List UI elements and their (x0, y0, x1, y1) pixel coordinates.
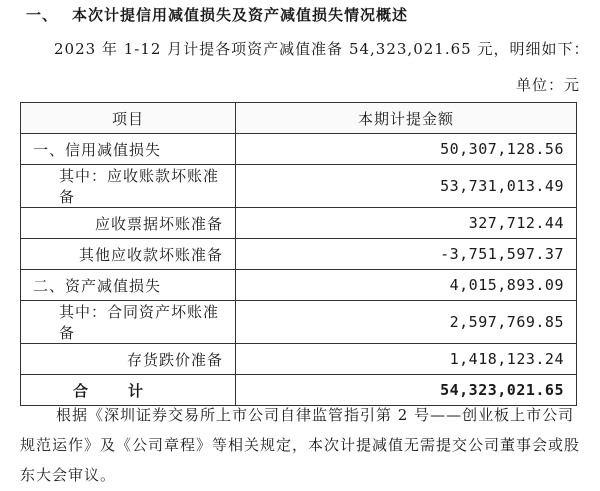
header-amount: 本期计提金额 (236, 103, 577, 134)
intro-paragraph: 2023 年 1-12 月计提各项资产减值准备 54,323,021.65 元，明细如下： (54, 40, 590, 58)
table-row (21, 239, 577, 270)
row-label-notes-receivable: 应收票据坏账准备 (21, 208, 236, 239)
table-row (21, 270, 577, 301)
row-label-credit-impairment: 一、信用减值损失 (21, 134, 236, 165)
row-label-other-receivables: 其他应收款坏账准备 (21, 239, 236, 270)
section-number: 一、 (26, 6, 59, 24)
row-value-other-receivables: -3,751,597.37 (236, 239, 577, 270)
row-value-notes-receivable: 327,712.44 (236, 208, 577, 239)
row-label-contract-assets: 其中：合同资产坏账准备 (21, 301, 236, 344)
section-heading (26, 4, 408, 25)
row-value-inventory: 1,418,123.24 (236, 344, 577, 375)
row-label-accounts-receivable: 其中：应收账款坏账准备 (21, 165, 236, 208)
row-value-accounts-receivable: 53,731,013.49 (236, 165, 577, 208)
total-value: 54,323,021.65 (236, 375, 577, 406)
row-value-contract-assets: 2,597,769.85 (236, 301, 577, 344)
impairment-table (20, 102, 577, 406)
table-row (21, 301, 577, 344)
table-row (21, 344, 577, 375)
row-label-asset-impairment: 二、资产减值损失 (21, 270, 236, 301)
row-label-inventory: 存货跌价准备 (21, 344, 236, 375)
row-value-asset-impairment: 4,015,893.09 (236, 270, 577, 301)
table-row (21, 165, 577, 208)
header-item: 项目 (21, 103, 236, 134)
row-value-credit-impairment: 50,307,128.56 (236, 134, 577, 165)
table-row (21, 208, 577, 239)
total-label: 合计 (21, 375, 236, 406)
table-header-row (21, 103, 577, 134)
table-row (21, 134, 577, 165)
section-title: 本次计提信用减值损失及资产减值损失情况概述 (72, 6, 409, 24)
footer-paragraph: 根据《深圳证券交易所上市公司自律监管指引第 2 号——创业板上市公司规范运作》及《公司章程》等相关规定，本次计提减值无需提交公司董事会或股东大会审议。 (20, 406, 581, 484)
unit-label: 单位：元 (515, 76, 580, 94)
